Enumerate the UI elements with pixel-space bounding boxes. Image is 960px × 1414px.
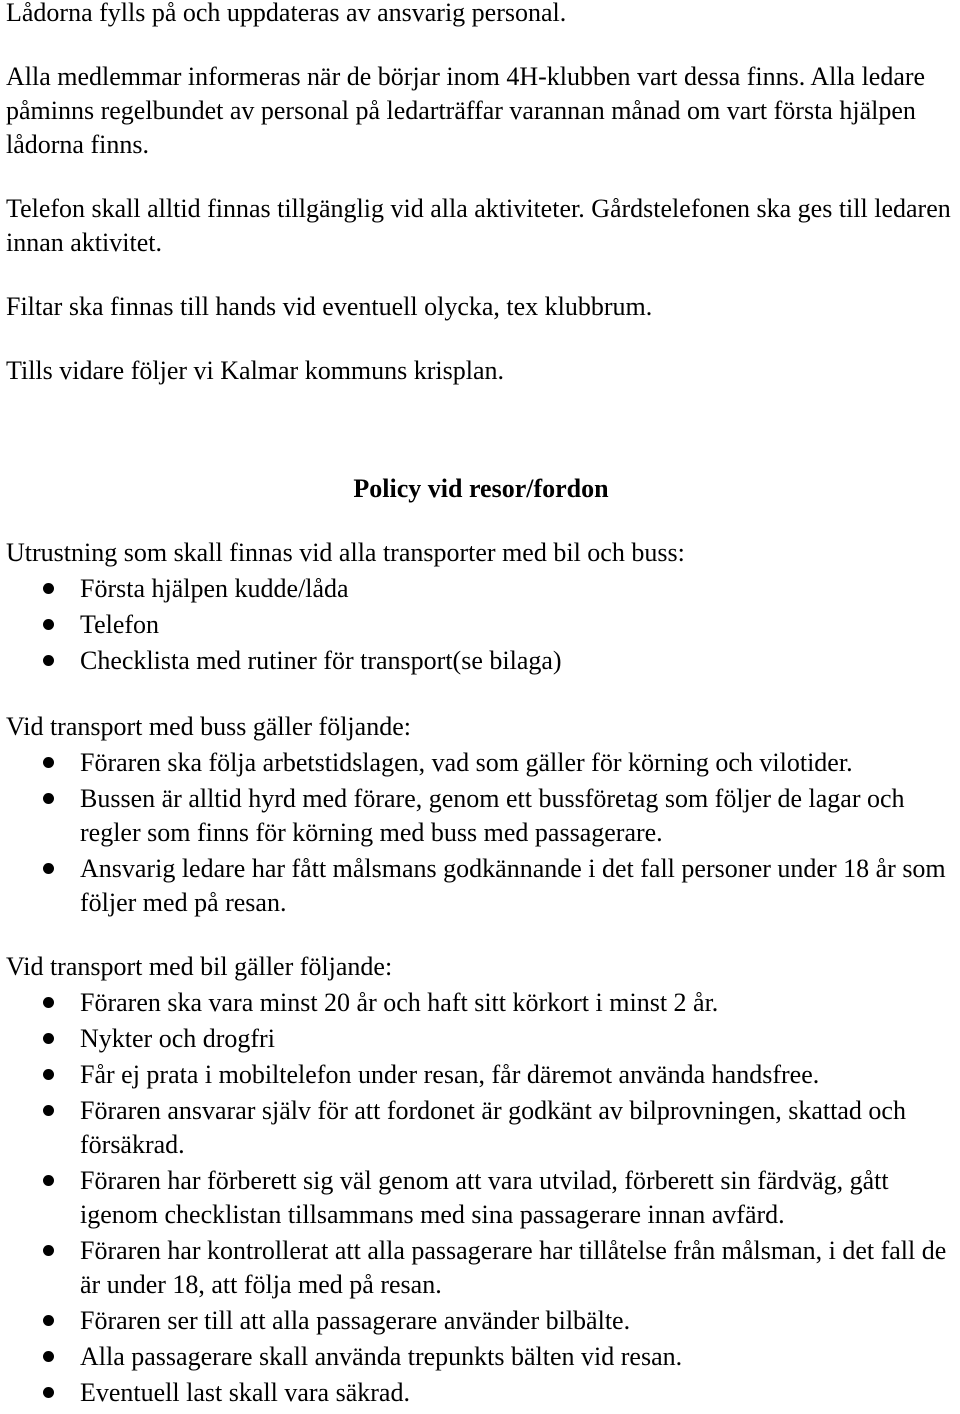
list-item: Första hjälpen kudde/låda (6, 572, 960, 606)
car-list (6, 986, 960, 1410)
list-item: Bussen är alltid hyrd med förare, genom ett bussföretag som följer de lagar och regler som finns för körning med buss med passagerare. (6, 782, 960, 850)
list-item: Ansvarig ledare har fått målsmans godkännande i det fall personer under 18 år som följer med på resan. (6, 852, 960, 920)
bullet-icon (43, 1105, 54, 1116)
policy-heading: Policy vid resor/fordon (353, 474, 609, 503)
bullet-icon (43, 583, 54, 594)
bullet-icon (43, 1387, 54, 1398)
bullet-icon (43, 1315, 54, 1326)
bullet-icon (43, 863, 54, 874)
bullet-icon (43, 1033, 54, 1044)
bullet-icon (43, 757, 54, 768)
list-item: Alla passagerare skall använda trepunkts bälten vid resan. (6, 1340, 960, 1374)
bullet-icon (43, 997, 54, 1008)
list-item: Telefon (6, 608, 960, 642)
bullet-icon (43, 1069, 54, 1080)
list-item: Nykter och drogfri (6, 1022, 960, 1056)
bullet-icon (43, 1245, 54, 1256)
intro-paragraph-3: Telefon skall alltid finnas tillgänglig vid alla aktiviteter. Gårdstelefonen ska ges till ledaren innan aktivitet. (6, 194, 951, 257)
list-item: Föraren ska vara minst 20 år och haft sitt körkort i minst 2 år. (6, 986, 960, 1020)
bullet-icon (43, 793, 54, 804)
equipment-heading: Utrustning som skall finnas vid alla transporter med bil och buss: (6, 538, 685, 567)
list-item: Föraren ser till att alla passagerare använder bilbälte. (6, 1304, 960, 1338)
bullet-icon (43, 1175, 54, 1186)
bullet-icon (43, 1351, 54, 1362)
intro-paragraph-2: Alla medlemmar informeras när de börjar inom 4H-klubben vart dessa finns. Alla ledare påminns regelbundet av personal på ledarträffar varannan månad om vart första hjälpen lådorna finns. (6, 62, 926, 159)
car-heading: Vid transport med bil gäller följande: (6, 952, 393, 981)
list-item: Eventuell last skall vara säkrad. (6, 1376, 960, 1410)
intro-paragraph-5: Tills vidare följer vi Kalmar kommuns krisplan. (6, 356, 505, 385)
list-item: Får ej prata i mobiltelefon under resan, får däremot använda handsfree. (6, 1058, 960, 1092)
list-item: Föraren ska följa arbetstidslagen, vad som gäller för körning och vilotider. (6, 746, 960, 780)
bullet-icon (43, 655, 54, 666)
intro-paragraph-1: Lådorna fylls på och uppdateras av ansvarig personal. (6, 0, 567, 27)
intro-paragraph-4: Filtar ska finnas till hands vid eventuell olycka, tex klubbrum. (6, 292, 653, 321)
list-item: Checklista med rutiner för transport(se bilaga) (6, 644, 960, 678)
bus-list (6, 746, 960, 920)
bus-heading: Vid transport med buss gäller följande: (6, 712, 411, 741)
list-item: Föraren har kontrollerat att alla passagerare har tillåtelse från målsman, i det fall de är under 18, att följa med på resan. (6, 1234, 960, 1302)
list-item: Föraren ansvarar själv för att fordonet är godkänt av bilprovningen, skattad och försäkrad. (6, 1094, 960, 1162)
equipment-list (6, 572, 960, 678)
list-item: Föraren har förberett sig väl genom att vara utvilad, förberett sin färdväg, gått igenom checklistan tillsammans med sina passagerare innan avfärd. (6, 1164, 960, 1232)
bullet-icon (43, 619, 54, 630)
